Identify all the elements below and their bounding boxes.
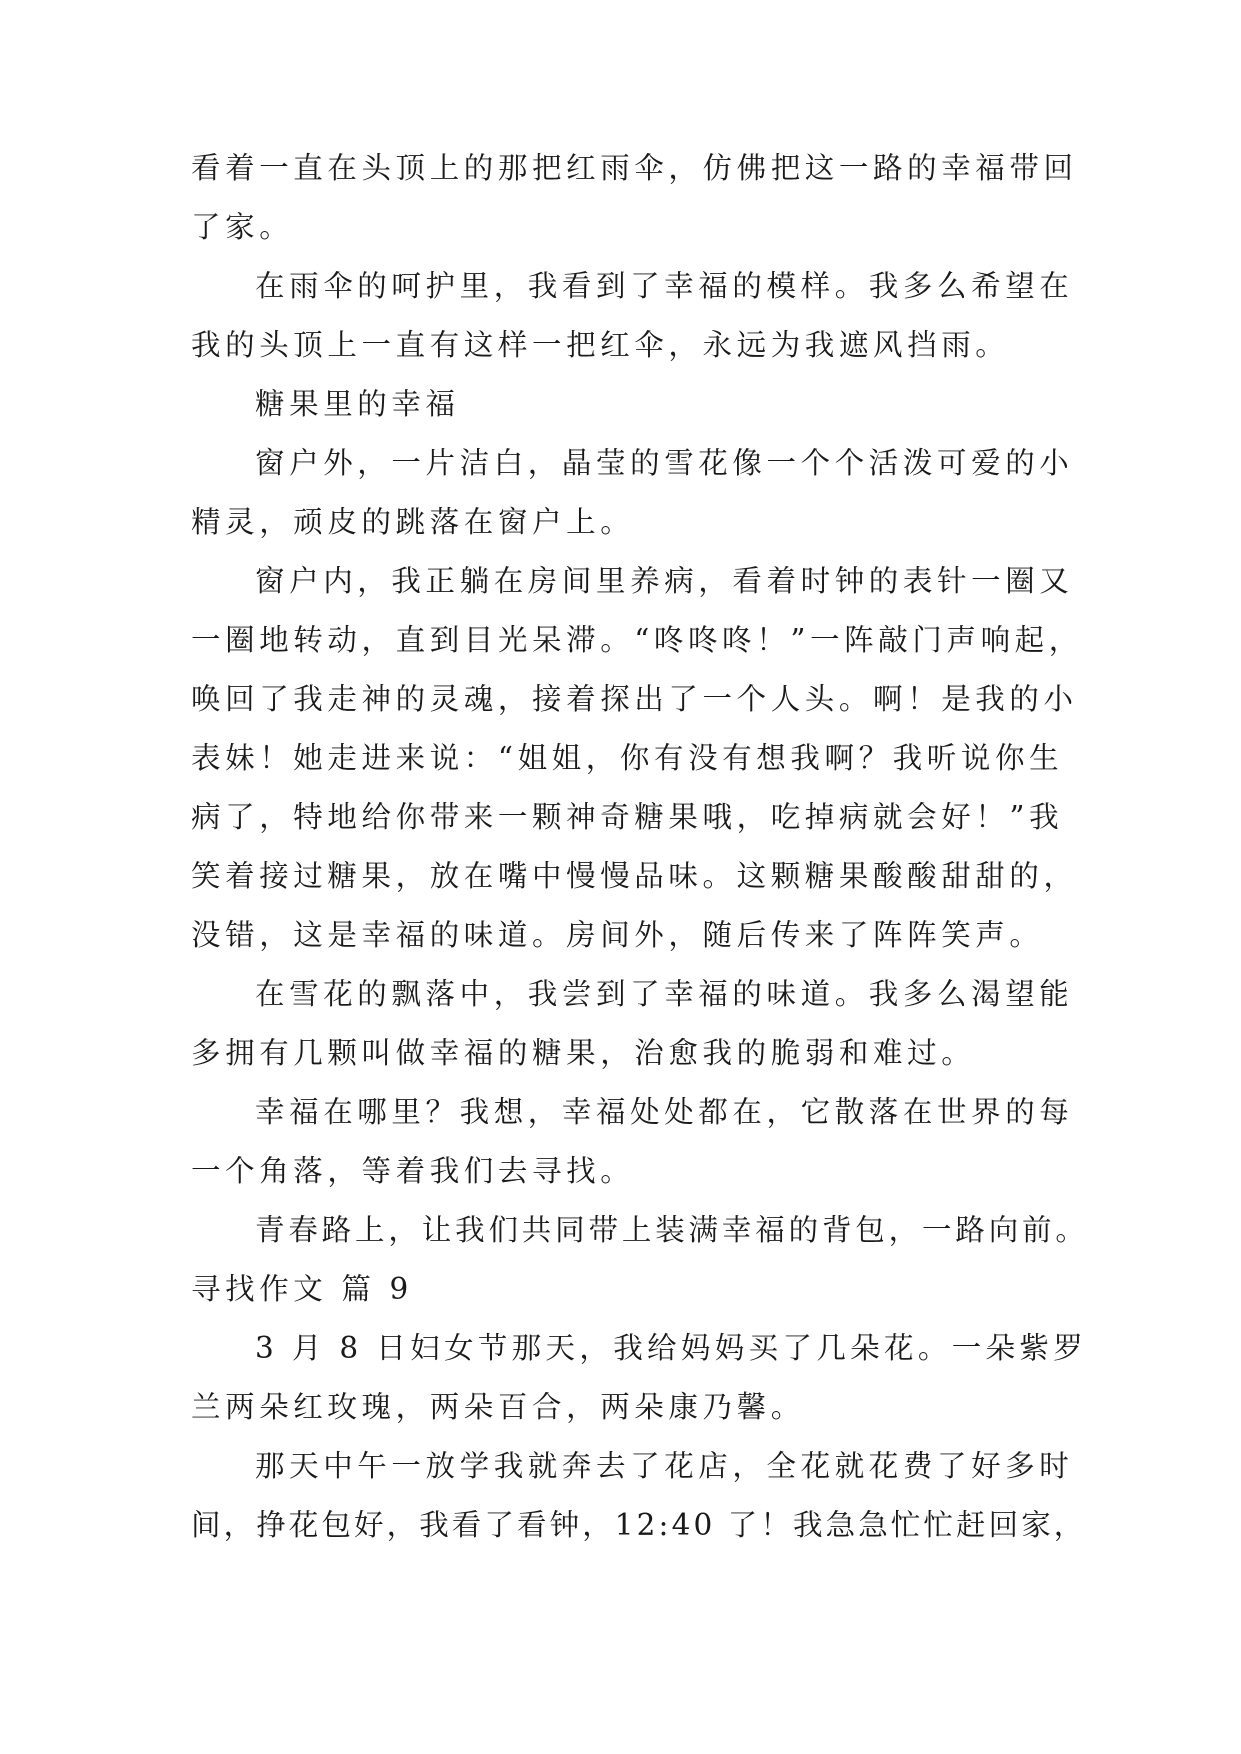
paragraph-start: 在雪花的飘落中，我尝到了幸福的味道。我多么渴望能 bbox=[255, 977, 1074, 1011]
article-title: 寻找作文 篇 9 bbox=[191, 1272, 413, 1306]
paragraph-start: 窗户内，我正躺在房间里养病，看着时钟的表针一圈又 bbox=[255, 564, 1074, 598]
text-line: 精灵，顽皮的跳落在窗户上。 bbox=[191, 505, 635, 539]
text-line: 间，挣花包好，我看了看钟，12:40 了！我急急忙忙赶回家， bbox=[191, 1508, 1087, 1542]
text-line: 兰两朵红玫瑰，两朵百合，两朵康乃馨。 bbox=[191, 1390, 805, 1424]
text-line: 了家。 bbox=[191, 210, 294, 244]
paragraph-start: 在雨伞的呵护里，我看到了幸福的模样。我多么希望在 bbox=[255, 269, 1074, 303]
text-line: 一个角落，等着我们去寻找。 bbox=[191, 1154, 635, 1188]
text-line: 看着一直在头顶上的那把红雨伞，仿佛把这一路的幸福带回 bbox=[191, 151, 1078, 185]
text-line: 一圈地转动，直到目光呆滞。“咚咚咚！”一阵敲门声响起， bbox=[191, 623, 1083, 657]
paragraph-start: 青春路上，让我们共同带上装满幸福的背包，一路向前。 bbox=[255, 1213, 1089, 1247]
paragraph-start: 3 月 8 日妇女节那天，我给妈妈买了几朵花。一朵紫罗 bbox=[255, 1331, 1088, 1365]
paragraph-start: 那天中午一放学我就奔去了花店，全花就花费了好多时 bbox=[255, 1449, 1074, 1483]
paragraph-start: 幸福在哪里？我想，幸福处处都在，它散落在世界的每 bbox=[255, 1095, 1074, 1129]
section-heading: 糖果里的幸福 bbox=[255, 387, 460, 421]
text-line: 表妹！她走进来说：“姐姐，你有没有想我啊？我听说你生 bbox=[191, 741, 1064, 775]
text-line: 唤回了我走神的灵魂，接着探出了一个人头。啊！是我的小 bbox=[191, 682, 1078, 716]
text-line: 病了，特地给你带来一颗神奇糖果哦，吃掉病就会好！”我 bbox=[191, 800, 1064, 834]
text-line: 多拥有几颗叫做幸福的糖果，治愈我的脆弱和难过。 bbox=[191, 1036, 976, 1070]
paragraph-start: 窗户外，一片洁白，晶莹的雪花像一个个活泼可爱的小 bbox=[255, 446, 1074, 480]
text-line: 笑着接过糖果，放在嘴中慢慢品味。这颗糖果酸酸甜甜的， bbox=[191, 859, 1078, 893]
text-line: 我的头顶上一直有这样一把红伞，永远为我遮风挡雨。 bbox=[191, 328, 1010, 362]
text-line: 没错，这是幸福的味道。房间外，随后传来了阵阵笑声。 bbox=[191, 918, 1044, 952]
